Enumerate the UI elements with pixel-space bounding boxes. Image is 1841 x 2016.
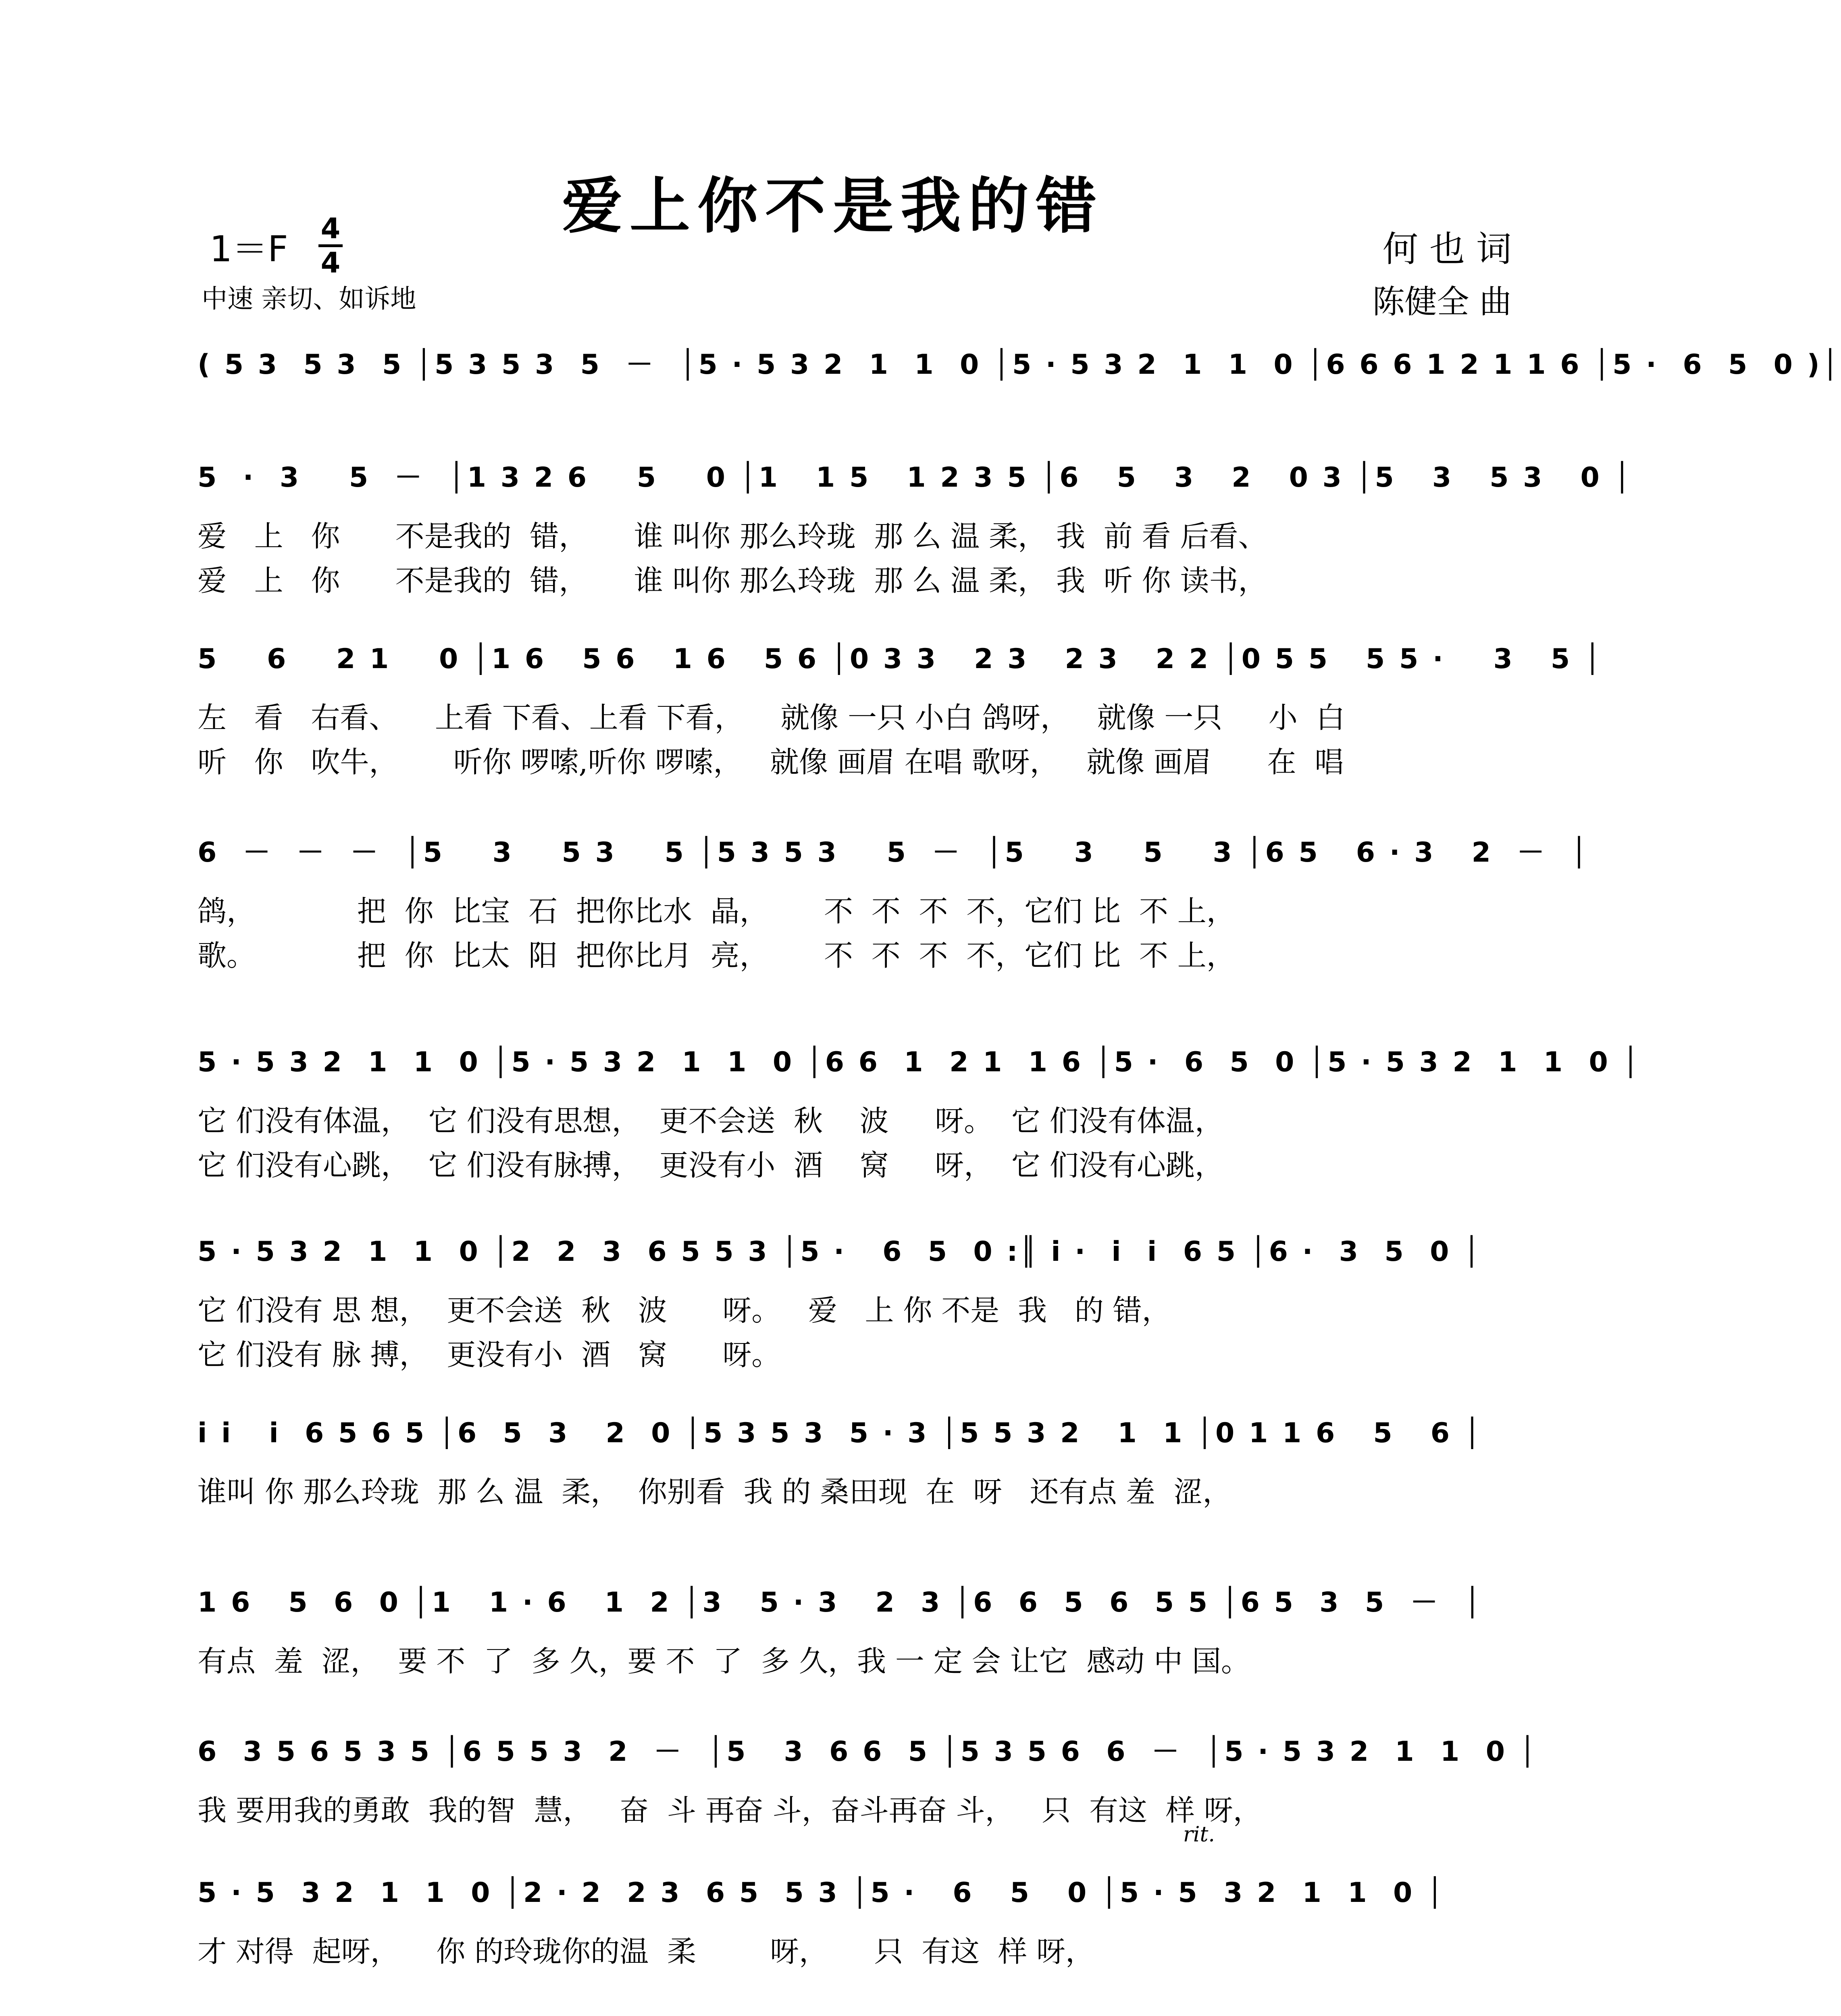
notation-line bbox=[198, 1403, 1516, 1464]
jianpu-notes: 5 · 5 3 2 1 1 0 │5 · 5 3 2 1 1 0 │6 6 1 2 1 1 6 │5 · 6 5 0 │5 · 5 3 2 1 1 0 │ bbox=[198, 1046, 1641, 1078]
jianpu-notes: 6 3 5 6 5 3 5 │6 5 5 3 2 － │5 3 6 6 5 │5 3 5 6 6 － │5 · 5 3 2 1 1 0 │ bbox=[198, 1736, 1538, 1768]
time-signature bbox=[318, 214, 343, 278]
lyric-line-1: 才 对得 起呀， 你 的玲珑你的温 柔 呀， 只 有这 样 呀， bbox=[198, 1935, 1094, 1968]
lyric-line-2: 歌。 把 你 比太 阳 把你比月 亮， 不 不 不 不，它们 比 不 上， bbox=[198, 939, 1236, 973]
lyric-line-1: 有点 羞 涩， 要 不 了 多 久，要 不 了 多 久，我 一 定 会 让它 感动 中 国。 bbox=[198, 1644, 1250, 1678]
composer-credit: 陈健全 曲 bbox=[1372, 283, 1512, 321]
jianpu-notes: 1 6 5 6 0 │1 1 · 6 1 2 │3 5 · 3 2 3 │6 6 5 6 5 5 │6 5 3 5 － │ bbox=[198, 1587, 1483, 1618]
song-title: 爱上你不是我的错 bbox=[562, 171, 1104, 242]
lyric-line-1: 它 们没有体温， 它 们没有思想， 更不会送 秋 波 呀。 它 们没有体温， bbox=[198, 1104, 1224, 1138]
notation-line bbox=[198, 335, 1841, 395]
time-signature-bottom: 4 bbox=[320, 246, 341, 279]
jianpu-notes: ( 5 3 5 3 5 │5 3 5 3 5 － │5 · 5 3 2 1 1 0 │5 · 5 3 2 1 1 0 │6 6 6 1 2 1 1 6 │5 · 6 5 0 )│ bbox=[198, 349, 1841, 381]
lyricist-credit: 何 也 词 bbox=[1383, 228, 1512, 270]
lyric-line-1: 鸽， 把 你 比宝 石 把你比水 晶， 不 不 不 不，它们 比 不 上， bbox=[198, 894, 1236, 928]
lyric-line-1: 左 看 右看、 上看 下看、上看 下看， 就像 一只 小白 鸽呀， 就像 一只 小 白 bbox=[198, 701, 1345, 735]
notation-line bbox=[198, 1572, 1516, 1633]
notation-line bbox=[198, 1222, 1516, 1282]
notation-line bbox=[198, 1863, 1516, 1923]
notation-line bbox=[198, 1722, 1538, 1782]
ritardando-marking: rit. bbox=[1183, 1822, 1215, 1847]
key-signature: 1＝F bbox=[210, 228, 288, 270]
lyric-line-1: 谁叫 你 那么玲珑 那 么 温 柔， 你别看 我 的 桑田现 在 呀 还有点 羞 涩， bbox=[198, 1475, 1232, 1509]
time-signature-top: 4 bbox=[320, 212, 341, 245]
notation-line bbox=[198, 1032, 1641, 1093]
lyric-line-1: 爱 上 你 不是我的 错， 谁 叫你 那么玲珑 那 么 温 柔， 我 前 看 后看、 bbox=[198, 519, 1267, 553]
notation-line bbox=[198, 823, 1590, 883]
lyric-line-2: 听 你 吹牛， 听你 啰嗦,听你 啰嗦， 就像 画眉 在唱 歌呀， 就像 画眉 在 唱 bbox=[198, 745, 1344, 779]
jianpu-notes: 5 · 3 5 － │1 3 2 6 5 0 │1 1 5 1 2 3 5 │6 5 3 2 0 3 │5 3 5 3 0 │ bbox=[198, 462, 1633, 494]
lyric-line-2: 它 们没有心跳， 它 们没有脉搏， 更没有小 酒 窝 呀， 它 们没有心跳， bbox=[198, 1148, 1224, 1182]
lyric-line-1: 它 们没有 思 想， 更不会送 秋 波 呀。 爱 上 你 不是 我 的 错， bbox=[198, 1293, 1171, 1327]
jianpu-notes: i i i 6 5 6 5 │6 5 3 2 0 │5 3 5 3 5 · 3 │5 5 3 2 1 1 │0 1 1 6 5 6 │ bbox=[198, 1417, 1483, 1449]
tempo-marking: 中速 亲切、如诉地 bbox=[202, 284, 416, 314]
notation-line bbox=[198, 448, 1633, 508]
jianpu-notes: 5 · 5 3 2 1 1 0 │2 · 2 2 3 6 5 5 3 │5 · 6 5 0 │5 · 5 3 2 1 1 0 │ bbox=[198, 1877, 1446, 1909]
lyric-line-2: 它 们没有 脉 搏， 更没有小 酒 窝 呀。 bbox=[198, 1338, 781, 1372]
jianpu-notes: 6 － － － │5 3 5 3 5 │5 3 5 3 5 － │5 3 5 3 │6 5 6 · 3 2 － │ bbox=[198, 837, 1590, 868]
notation-line bbox=[198, 629, 1603, 689]
lyric-line-2: 爱 上 你 不是我的 错， 谁 叫你 那么玲珑 那 么 温 柔， 我 听 你 读书， bbox=[198, 564, 1267, 598]
jianpu-notes: 5 · 5 3 2 1 1 0 │2 2 3 6 5 5 3 │5 · 6 5 0 :║ i · i i 6 5 │6 · 3 5 0 │ bbox=[198, 1236, 1483, 1268]
jianpu-notes: 5 6 2 1 0 │1 6 5 6 1 6 5 6 │0 3 3 2 3 2 3 2 2 │0 5 5 5 5 · 3 5 │ bbox=[198, 643, 1603, 675]
lyric-line-1: 我 要用我的勇敢 我的智 慧， 奋 斗 再奋 斗，奋斗再奋 斗， 只 有这 样 呀， bbox=[198, 1793, 1262, 1827]
